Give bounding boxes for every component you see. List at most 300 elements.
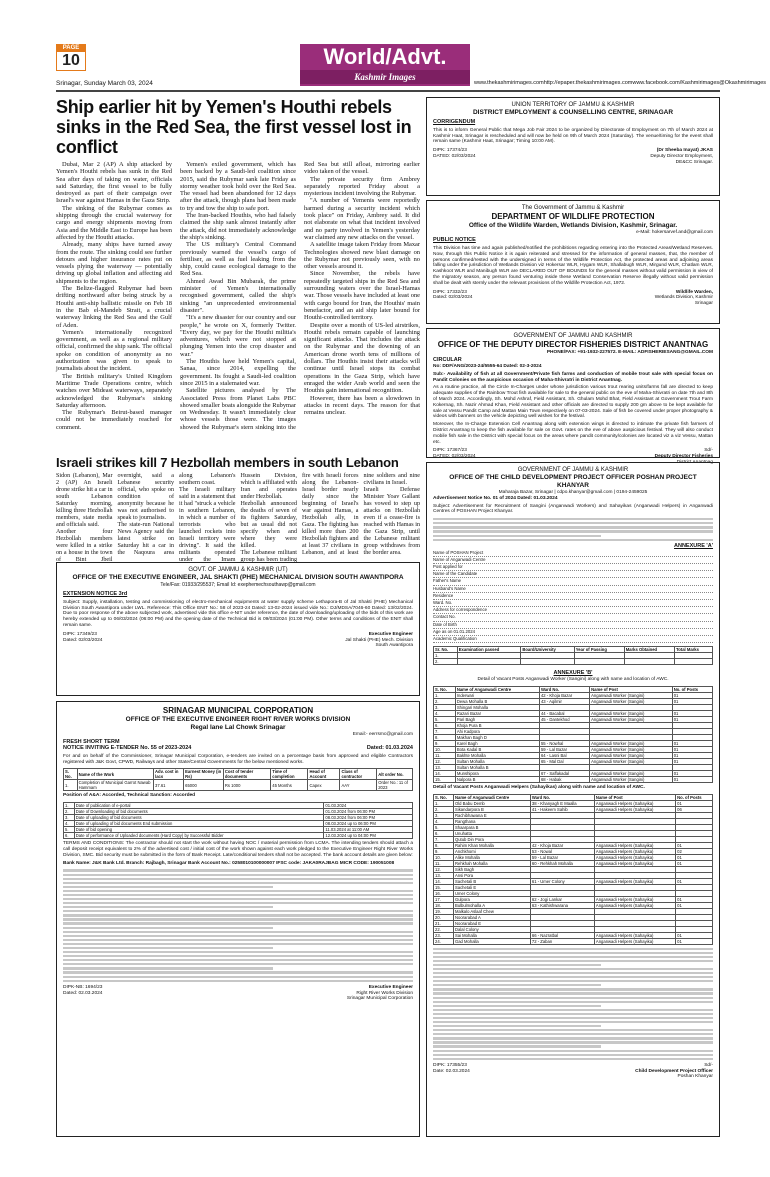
table-header-cell: No. of Posts [676,794,713,800]
signatory-title: Child Development Project Officer [635,1068,713,1074]
form-field-label: Academic Qualification [433,636,713,643]
form-field-label: Name of Anganwadi Centre [433,557,713,564]
tender-table [63,768,413,791]
table-header-cell: Head of Account [308,769,340,780]
top-rule [56,90,720,92]
table-header-cell: S. No. [434,686,456,692]
table-header-cell: Sr. No. [434,647,458,653]
ad-org-line: GOVERNMENT OF JAMMU & KASHMIR [517,467,629,473]
table-cell: 65 - Mal Dal [539,758,589,764]
table-cell: 6. [434,722,456,728]
twitter-link[interactable]: @Okashmirimages [719,80,767,86]
table-cell: 64 - Lasni Bal [539,752,589,758]
table-cell: Rs 1000 [223,780,270,791]
table-cell: 55 - Nowhal [539,740,589,746]
fine-print-line [433,518,713,520]
ad-org-name: OFFICE OF THE EXECUTIVE ENGINEER RIGHT RIVER WORKS DIVISION [125,715,351,723]
ad-contact: Maharaja Bazar, Srinagar | cdpo.khanyar@gmail.com | 0194-2459025 [498,490,648,495]
ad-dated: Dated: 02/03/2024 [433,295,473,301]
table-cell: Unuhatta [453,830,530,836]
ad-signature [63,985,413,1002]
table-cell: Noorarabad A [453,914,530,920]
application-form [433,550,713,644]
page-number-tab [56,44,86,71]
ad-subject: Sub:- Availability of fish at all Government/Private fish farms and conduction of mobile trout sale with special focus on Pandit Colonies on the auspicious occasion of Maha-Shivratri in District Anantnag. [433,371,713,383]
annexure-a-title: ANNEXURE 'A' [674,542,713,549]
fine-print-line [63,910,413,912]
table-header-cell: Name of the Work [77,769,153,780]
article-paragraph: The US military's Central Command previously warned the vessel's cargo of fertiliser, as well as fuel leaking from the ship, could cause ecological damage to the Red Sea. [180,241,296,278]
ad-signature [63,632,413,649]
schedule-table [63,802,413,839]
table-cell: Anganwadi Helpers (Sahayika) [594,854,675,860]
table-cell: Anganwadi Worker (Sangini) [590,770,673,776]
conditions-fine-print [433,948,713,1060]
table-cell: 9. [434,848,454,854]
fine-print-line [63,963,413,965]
ad-dipr: DIPK-NB: 1694/23 [63,984,103,990]
fine-print-line [433,1033,713,1035]
table-cell: 17. [434,896,454,902]
article-paragraph: The Rubymar's Beirut-based manager could not be immediately reached for comment. [56,409,172,431]
article-paragraph: A satellite image taken Friday from Maxar Technologies showed new blast damage on the Rubymar not previously seen, with no other vessels around it. [304,241,420,271]
eligibility-fine-print [433,518,713,541]
table-cell: 15. [434,884,454,890]
table-cell: Capex [308,780,340,791]
fine-print-line [63,918,413,920]
ad-dipr: DIPK: 17355/23 [433,1062,467,1068]
page-number: 10 [56,51,86,71]
table-cell: Anganwadi Helpers (Sahayika) [594,806,675,812]
table-cell: 6. [64,833,75,839]
signatory-office: DE&CC Srinagar. [675,159,713,165]
terms-text: TERMS AND CONDITIONS: The contractor should not start the work without having NOC / material permission from LCMA. The intending tenders should attach a call deposit receipt equivalent to 2% of the advertised cost / initial cost of the work shown against each work pledged to the Executive Engineer Right River Works Division, SMC. Bid security must be submitted in the form of Bank Receipt. Late/conditional tenders shall not be accepted. The bank account details are given below: [63,841,413,858]
table-header-cell: Class of contractor [340,769,377,780]
article-paragraph: Already, many ships have turned away from the route. The sinking could see further detours and higher insurance rates put on vessels plying the waterway — potentially driving up global inflation and affecting aid shipments to the region. [56,241,172,285]
table-cell: Dalal Colony [453,926,530,932]
table-header-cell: Name of Anganwadi Centre [453,794,530,800]
table-cell: 1. [64,780,78,791]
fine-print-line [63,894,413,896]
table-cell: 4. [434,818,454,824]
table-cell: Anganwadi Helpers (Sahayika) [594,932,675,938]
article-paragraph: The private security firm Ambrey separately reported Friday about a mysterious incident involving the Rubymar. [304,175,420,198]
form-field-label: Name of POSHAN Project [433,550,713,557]
table-header-cell: Total Marks [675,647,713,653]
table-cell: 44 - Bacabal [539,710,589,716]
article-paragraph: Yemen's exiled government, which has been backed by a Saudi-led coalition since 2015, said the Rubymar sank late Friday as stormy weather took hold over the Red Sea. The vessel had been abandoned for 12 days after the attack, though plans had been made to try and tow the ship to safe port. [180,161,296,212]
fine-print-line [433,1005,601,1007]
article-paragraph: However, there has been a slowdown in attacks in recent days. The reason for that remains unclear. [304,394,420,417]
table-cell: 6. [434,830,454,836]
table-cell: 37.61 [154,780,184,791]
epaper-link[interactable]: http://epaper.thekashmirimages.com [543,80,633,86]
ad-wildlife-notice [426,200,720,324]
article-paragraph: The Houthis have held Yemen's capital, Sanaa, since 2014, expelling the government. Its fought a Saudi-led coalition since 2015 in a stalemated war. [180,358,296,387]
fine-print-line [63,914,413,916]
table-cell: 72 - Zaban [530,938,594,944]
table-cell: 42 - Khoja Bazar [530,842,594,848]
table-cell: 01 [672,776,712,782]
table-cell: 41 - Hakeem Sahib [530,806,594,812]
table-cell: 08.03.2024 from 06:00 PM [324,815,413,821]
table-cell: Anganwadi Worker (Sangini) [590,716,673,722]
table-cell: 20. [434,914,454,920]
table-cell: Anganwadi Helpers (Sahayika) [594,800,675,806]
table-cell: Bakhte Mohalla [455,752,539,758]
table-cell: Anganwadi Helpers (Sahayika) [594,902,675,908]
page-label: PAGE [62,45,80,51]
table-cell: Anganwadi Worker (Sangini) [590,698,673,704]
table-cell: 01.03.2024 from 06:00 PM [324,809,413,815]
table-cell: Sultan Mohalla [455,758,539,764]
ad-fisheries-circular [426,328,720,466]
table-cell: Khoja Pura B [455,722,539,728]
article-paragraph: Hezbollah announced the deaths of seven of its fighters Saturday, but as usual did not specify when and where they were killed. [240,501,297,549]
dateline: Srinagar, Sunday March 03, 2024 [56,80,153,87]
table-header-cell: Name of Anganwadi Centre [455,686,539,692]
table-cell: Anganwadi Worker (Sangini) [590,740,673,746]
table-cell: 60 - Rehkhah Mohalla [530,860,594,866]
table-cell: 21. [434,920,454,926]
ad-nit-date: Dated: 01.03.2024 [366,745,413,752]
table-cell: Rachibhawana E [453,812,530,818]
table-cell: 10. [434,854,454,860]
table-cell: Sultan Mohalla B [455,764,539,770]
table-cell: 01 [672,758,712,764]
ad-body: Subject: Supply, installation, testing and commissioning of electro-mechanical equipments at water supply scheme Lethapora-B of Jal Shakti (PHE) Mechanical Division South Awantipora under LWL. Reference: This Office ENIT No.: 58 of 2023-24 Dated: 13-02-2024 issued vide No.: DJ/MDSA/7046-60 Dated: 13/02/2024. Due to poor response of the above subjected work, advertised vide this office e-NIT under reference, the date of downloading/uploading of the bids of this work are hereby extended up to 06/03/2024 (06:00 PM) and the opening date of the Technical Bid is 09/03/2024 (01:00 PM). Other terms and conditions of the ENIT shall remain same. [63,599,413,628]
table-cell: 7. [434,836,454,842]
table-header-cell: Name of Post [594,794,675,800]
table-cell: 65000 [184,780,224,791]
signatory-location: Srinagar Municipal Corporation [346,996,413,1002]
table-cell: 68 - Habak [539,776,589,782]
ad-org-line: The Government of Jammu & Kashmir [521,205,625,211]
ad-dipr: DIPK: 17349/23 [63,631,97,637]
fine-print-line [433,960,713,962]
table-cell: Sikh Bagh [453,866,530,872]
table-cell: 16. [434,890,454,896]
table-cell: 10. [434,746,456,752]
table-cell: 01 [672,740,712,746]
table-header-cell: Earnest Money (in Rs) [184,769,224,780]
table-cell: 63 - Kathishwarana [530,902,594,908]
annexure-b-subtitle: Detail of Vacant Posts Anganwadi Worker (Sangini) along with name and location of AWC. [477,677,669,682]
ad-title: PUBLIC NOTICE [433,237,476,244]
table-cell: Rangthana [453,818,530,824]
fine-print-line [63,890,413,892]
table-row [434,938,713,944]
table-cell: Ahi Kadpora [455,728,539,734]
table-cell: 01 [676,800,713,806]
fine-print-line [63,906,273,908]
table-cell: Bota Kadal B [455,746,539,752]
facebook-link[interactable]: www.facebook.com/Kashmirimages [632,80,720,86]
ad-reference: Advertisement Notice No. 01 of 2024 Dated: 01.03.2024 [433,495,558,501]
table-cell: Nalpora B [455,776,539,782]
table-cell: Shaarpara B [453,824,530,830]
table-cell: 42 - Khoja Bazar [539,692,589,698]
article-paragraph: The state-run National News Agency said the latest strike on Saturday hit a car in the Naqoura area along Lebanon's southern coast. [117,473,236,556]
ad-title: CIRCULAR [433,357,462,364]
ad-signature [433,1063,713,1080]
table-cell: 01 [676,902,713,908]
second-body [56,473,420,567]
fine-print-line [63,886,273,888]
table-cell: 14. [434,770,456,776]
fine-print-line [63,955,413,957]
bank-details: Bank Name: J&K Bank Ltd. Branch: Rajbagh, Srinagar Bank Account No.: 0258010100000007 IFSC code: JAKA0RAJBAG MICR CODE: 190051008 [63,860,395,866]
fine-print-line [433,1017,713,1019]
table-cell: 5. [434,824,454,830]
table-cell: 23. [434,932,454,938]
table-cell: Date of uploading of bid documents [74,815,324,821]
fine-print-line [63,869,413,871]
table-cell: Anganwadi Helpers (Sahayika) [594,896,675,902]
table-header-cell: Time of completion [271,769,308,780]
table-cell: Anganwadi Worker (Sangini) [590,776,673,782]
table-cell: Sachetali B [453,878,530,884]
table-cell: 01 [672,698,712,704]
table-header-cell: Ward No. [530,794,594,800]
ad-body: This is to inform General Public that Mega Job Fair 2024 to be organized by Directorate of Employment on 7th of March 2024 at Kashmir Haat, Srinagar is rescheduled and will now be held on 9th of March 2024 (Saturday). The venue/timing for the event shall remain same (Kashmir Haat, Srinagar; Timing 10:00 AM). [433,127,713,145]
table-cell: Anganwadi Helpers (Sahayika) [594,878,675,884]
ad-intro: For and on behalf of the Commissioner, Srinagar Municipal Corporation, e-tenders are invited on a percentage basis from approved and eligible Contractors registered with J&K Govt, CPWD, Railways and other State/Central Governments for the below mentioned works. [63,753,413,765]
website-link[interactable]: www.thekashmirimages.com [474,80,544,86]
ad-signature [433,290,713,307]
masthead [0,0,770,94]
ad-subject: Subject: Advertisement for Recruitment of Sangini (Anganwadi Workers) and Sahayikas (Anganwadi Helpers) in Anganwadi Centres of POSHAN Project Khanyar. [433,503,713,515]
fine-print-line [433,539,713,541]
ad-dated: DATED: 02/03/2024 [433,454,476,460]
table-cell: Karel Bagh [455,740,539,746]
lead-body [56,161,420,461]
form-field-label: Husband's Name [433,586,713,593]
ad-org-address: Regal lane Lal Chowk Srinagar [190,723,286,731]
fine-print-line [433,956,713,958]
ad-corrigendum [426,97,720,196]
table-cell: 8. [434,734,456,740]
fine-print-line [433,1041,713,1043]
vacancy-helper-table [433,794,713,945]
table-cell: 01 [676,932,713,938]
fine-print-line [433,530,713,532]
fine-print-line [433,980,713,982]
ad-email: Email:- eerrsmc@gmail.com [352,731,413,737]
ad-dated: Dated: 02.03.2024 [63,990,103,996]
fine-print-line [63,927,273,929]
table-cell: Razari Bazar [455,710,539,716]
ad-title: FRESH SHORT TERM [63,739,120,746]
table-header-cell: Examination passed [457,647,521,653]
ad-icds-recruitment [426,462,720,1137]
signatory-sd: Sd/- [704,1062,713,1068]
fine-print-line [63,931,413,933]
table-cell: Date of Downloading of bid documents [74,809,324,815]
ad-org-line: GOVT. OF JAMMU & KASHMIR (UT) [188,567,288,573]
fine-print-line [63,939,413,941]
fine-print-line [433,976,713,978]
second-headline: Israeli strikes kill 7 Hezbollah members in south Lebanon [56,455,399,470]
fine-print-line [433,526,713,528]
form-field-label: Address for correspondence [433,607,713,614]
ad-org-line: GOVERNMENT OF JAMMU AND KASHMIR [513,333,633,339]
table-cell: Gulpora [453,896,530,902]
table-cell: 59 - Lal Bazar [530,854,594,860]
ad-dated: DATED: 02/03/2024 [433,153,476,159]
ad-body: This Division has time and again published/notified the prohibitions regarding entering into the Protected Areas/Wetland Reserves. Now, through this Public Notice it is again reiterated and stressed for the information of general masses, that, the member of persons confirmed/rested with the undersigned in terms of the Wildlife Protection Act, the protected areas and adjoining areas falling under the jurisdiction of Wetlands Division viz Hokersar WLR, Hygam WLR, Shallabugh WLR, Mirgund WLR, Chatlam WLR, Kashkoot WLR and Manibugh WLR are DECLARED OUT OF BOUNDS for the general masses without valid permission in view of the migratory season, any person found venturing inside these Wetland Conservation Reserve illegally without valid permission shall be dealt with sternly under the relevant provisions of the Wildlife Protection Act, 1972. [433,246,713,286]
article-paragraph: The Lebanese militant group has been trading fire with Israeli forces along the Lebanon-Israel border nearly daily since the beginning of Israel's war against Hamas, a Hezbollah ally, in Gaza. The fighting has killed more than 200 Hezbollah fighters and at least 37 civilians in Lebanon, and at least nine soldiers and nine civilians in Israel. [240,473,420,563]
ad-body: As a routine practice, all the Circle In-Charges under whose jurisdiction various trout rearing units/farms fall are directed to keep adequate supplies of the Rainbow Trout fish available for sale to the general public on the eve of Maha-Shivratri on date 7th and 8th of March 2024. Accordingly, Sh. Mohd Ashraf, Field Assistant, Sh. Ghulam Mohd Bhat, Field Assistant at Government Trout Farm Kokernag, Sh. Nazir Ahmad Khan, Field Assistant and other officials are directed to supply 200 gm above to be kept available for sale at Vessu Pandit Camp and Mattan Main Town respectively on 07-03-2024. Sale of fish be covered under proper photography & videos with banners on the vehicle depicting well wishes for the festival. [433,385,713,420]
article-paragraph: Satellite pictures analysed by The Associated Press from Planet Labs PBC showed smaller boats alongside the Rubymar on Wednesday. It wasn't immediately clear whose vessels those were. The images showed the Rubymar's stern sinking into the Red Sea but still afloat, mirroring earlier video taken of the vessel. [180,161,420,431]
ad-dipr: DIPK: 17332/23 [433,289,467,295]
fine-print-line [63,922,413,924]
form-field-label: Residence [433,593,713,600]
form-field-label: Age as on 01.01.2024 [433,629,713,636]
table-cell: 12.03.2024 up to 04:00 PM [324,833,413,839]
lead-headline: Ship earlier hit by Yemen's Houthi rebels sinks in the Red Sea, the first vessel lost in conflict [56,97,412,157]
article-paragraph: Dubai, Mar 2 (AP) A ship attacked by Yemen's Houthi rebels has sunk in the Red Sea after days of taking on water, officials said Saturday, the first vessel to be fully destroyed as part of their campaign over Israel's war against Hamas in the Gaza Strip. [56,161,172,205]
article-paragraph: Yemen's internationally recognized government, as well as a regional military official, confirmed the ship sank. The official spoke on condition of anonymity as no authorization was given to speak to journalists about the incident. [56,328,172,373]
annexure-b-title: ANNEXURE 'B' [553,670,593,677]
fine-print-line [63,874,413,876]
table-cell: Date of performance of Uploaded documents (Hard Copy) by Successful Bidder [74,833,324,839]
ad-org-line: SRINAGAR MUNICIPAL CORPORATION [162,706,314,715]
table-cell: 7. [434,728,456,734]
table-cell: Noorarabad E [453,920,530,926]
table-header-cell: S. No. [64,769,78,780]
table-cell: Shingari Mohalla [455,704,539,710]
fine-print-line [433,988,713,990]
table-cell: Anganwadi Worker (Sangini) [590,758,673,764]
fine-print-line [63,902,413,904]
fine-print-line [63,882,413,884]
table-cell: 15. [434,776,456,782]
signatory-title: Executive Engineer [368,631,413,637]
fine-print-line [433,992,713,994]
table-cell: 01 [672,746,712,752]
signatory-location: South Awantipora [375,643,413,649]
table-cell: 12. [434,758,456,764]
table-cell: Sai Mohalla [453,932,530,938]
table-cell: 01 [676,896,713,902]
table-header-cell: Alt order No. [377,769,413,780]
table-cell: 1. [434,800,454,806]
table-cell: 2. [434,806,454,812]
table-cell: Anganwadi Helpers (Sahayika) [594,938,675,944]
table-cell: 01 [672,692,712,698]
table-cell: Sikandarpora B [453,806,530,812]
table-row [434,776,713,782]
table-cell: Gad Mohalla [453,938,530,944]
ad-signature [433,148,713,165]
fine-print-line [63,980,413,982]
ad-dipr: DIPK: 17367/23 [433,448,467,454]
signatory-title: Executive Engineer [368,984,413,990]
table-cell: 01 [676,878,713,884]
table-cell: Date of uploading of bid documents End submission [74,821,324,827]
table-header-cell: No. of Posts [672,686,712,692]
ad-dipr: DIPK: 17374/23 [433,148,467,154]
table-cell: Rahim Khan Mohalla [453,842,530,848]
table-cell: 19. [434,908,454,914]
table-cell: Rehkhah Mohalla [453,860,530,866]
article-paragraph: Despite over a month of US-led airstrikes, Houthi rebels remain capable of launching significant attacks. That includes the attack on the Rubymar and the downing of an American drone worth tens of millions of dollars. The Houthis insist their attacks will continue until Israel stops its combat operations in the Gaza Strip, which have enraged the wider Arab world and seen the Houthis gain international recognition. [304,321,420,395]
form-field-label: Post applied for [433,564,713,571]
fine-print-line [63,935,413,937]
table-cell: 8. [434,842,454,848]
ad-org-line: UNION TERRITORY OF JAMMU & KASHMIR [511,102,635,108]
ad-org-name: OFFICE OF THE DEPUTY DIRECTOR FISHERIES DISTRICT ANANTNAG [437,340,709,349]
signatory-location: Srinagar [694,301,713,307]
fine-print-line [433,997,713,999]
table-cell: Anganwadi Helpers (Sahayika) [594,848,675,854]
fine-print-line [433,1021,713,1023]
table-cell: 01 [676,860,713,866]
lead-story [56,97,420,461]
table-cell: 06 [676,806,713,812]
vacancy-worker-table [433,686,713,783]
table-cell: 38 - Khanyagh E Maalla [530,800,594,806]
signatory-title: Deputy Director Fisheries [654,454,713,460]
table-cell: Anganwadi Helpers (Sahayika) [594,860,675,866]
table-cell: 11. [434,860,454,866]
article-paragraph: Israeli Defense Minister Yoav Gallant has vowed to step up attacks on Hezbollah even if a cease-fire is reached with Hamas in the Gaza Strip, until the Lebanese militant group withdraws from the border area. [363,487,420,556]
form-field-label: Father's Name [433,578,713,585]
article-paragraph: Ahmed Awad Bin Mubarak, the prime minister of Yemen's internationally recognised government, called the ship's sinking "an unprecedented environmental disaster". [180,277,296,314]
ad-contact: Tele/Fax: 01933/295537; Email Id: exephemechsouthawp@gmail.com [160,582,316,588]
table-cell: Anganwadi Worker (Sangini) [590,692,673,698]
fine-print-line [63,947,273,949]
table-header-cell: Cost of tender documents [223,769,270,780]
fine-print-line [63,878,413,880]
article-paragraph: "It's a new disaster for our country and our people," he wrote on X, formerly Twitter. "Every day, we pay for the Houthi militia's adventures, which were not stopped at plunging Yemen into the crop disaster and war." [180,314,296,358]
fine-print-line [433,964,601,966]
ad-title: CORRIGENDUM [433,119,476,125]
table-cell: 11. [434,752,456,758]
table-cell: Alike Mohalla [453,854,530,860]
table-header-cell: Ward No. [539,686,589,692]
ad-org-name: OFFICE OF THE CHILD DEVELOPMENT PROJECT OFFICER POSHAN PROJECT KHANYAR [449,474,697,489]
table-cell: 12. [434,866,454,872]
article-paragraph: Since November, the rebels have repeatedly targeted ships in the Red Sea and surrounding waters over the Israel-Hamas war. Those vessels have included at least one with cargo bound for Iran, the Houthis' main benefactor, and an aid ship later bound for Houthi-controlled territory. [304,270,420,322]
table-cell: 01 [672,770,712,776]
fine-print-line [433,1050,713,1052]
signatory-office: Wetlands Division, Kashmir [654,295,713,301]
table-cell: 22. [434,926,454,932]
table-cell: Completion of Municipal Garrot Nawab Hammam [77,780,153,791]
article-paragraph: The Iran-backed Houthis, who had falsely claimed the ship sank almost instantly after the attack, did not immediately acknowledge the ship's sinking. [180,212,296,241]
table-header-cell: Marks Obtained [624,647,674,653]
table-cell: 4. [64,821,75,827]
table-cell: 61 - Umer Colony [530,878,594,884]
table-cell: Umer Colony [453,890,530,896]
web-links [474,80,767,86]
form-field-label: Name of the Candidate [433,571,713,578]
table-cell: 01 [676,938,713,944]
table-cell: 62 - Jogi Lankar [530,896,594,902]
ad-body-2: Moreover, the In-Charge Extension Cell Anantnag along with extension wings is directed to intimate the private fish farmers of District Anantnag to keep the fish available for sale on Govt. rates on the eve of above auspicious festival. They will also conduct mobile fish sale in the District with special focus on the areas where pandit community/colonies are located viz a viz Vessu, Mattan etc. [433,422,713,445]
helper-table-title: Detail of Vacant Posts Anganwadi Helpers (Sahayikas) along with name and location of AWC. [433,784,645,790]
table-cell: Pari Bagh [455,716,539,722]
signatory-sd: Sd/- [704,448,713,454]
signatory-location: District Anantnag [676,460,713,466]
table-cell: Malkalo Aslaaf Chew [453,908,530,914]
table-cell: 02 [676,848,713,854]
table-cell: Old Babu Demb [453,800,530,806]
sanction-status: Position of A&A: Accorded, Technical Sanction: Accorded [63,793,196,799]
article-paragraph: "A number of Yemenis were reportedly harmed during a security incident which took place" on Friday, Ambrey said. It did not elaborate on what that incident involved and no party involved in Yemen's yesterday war claimed any new attacks on the vessel. [304,197,420,241]
